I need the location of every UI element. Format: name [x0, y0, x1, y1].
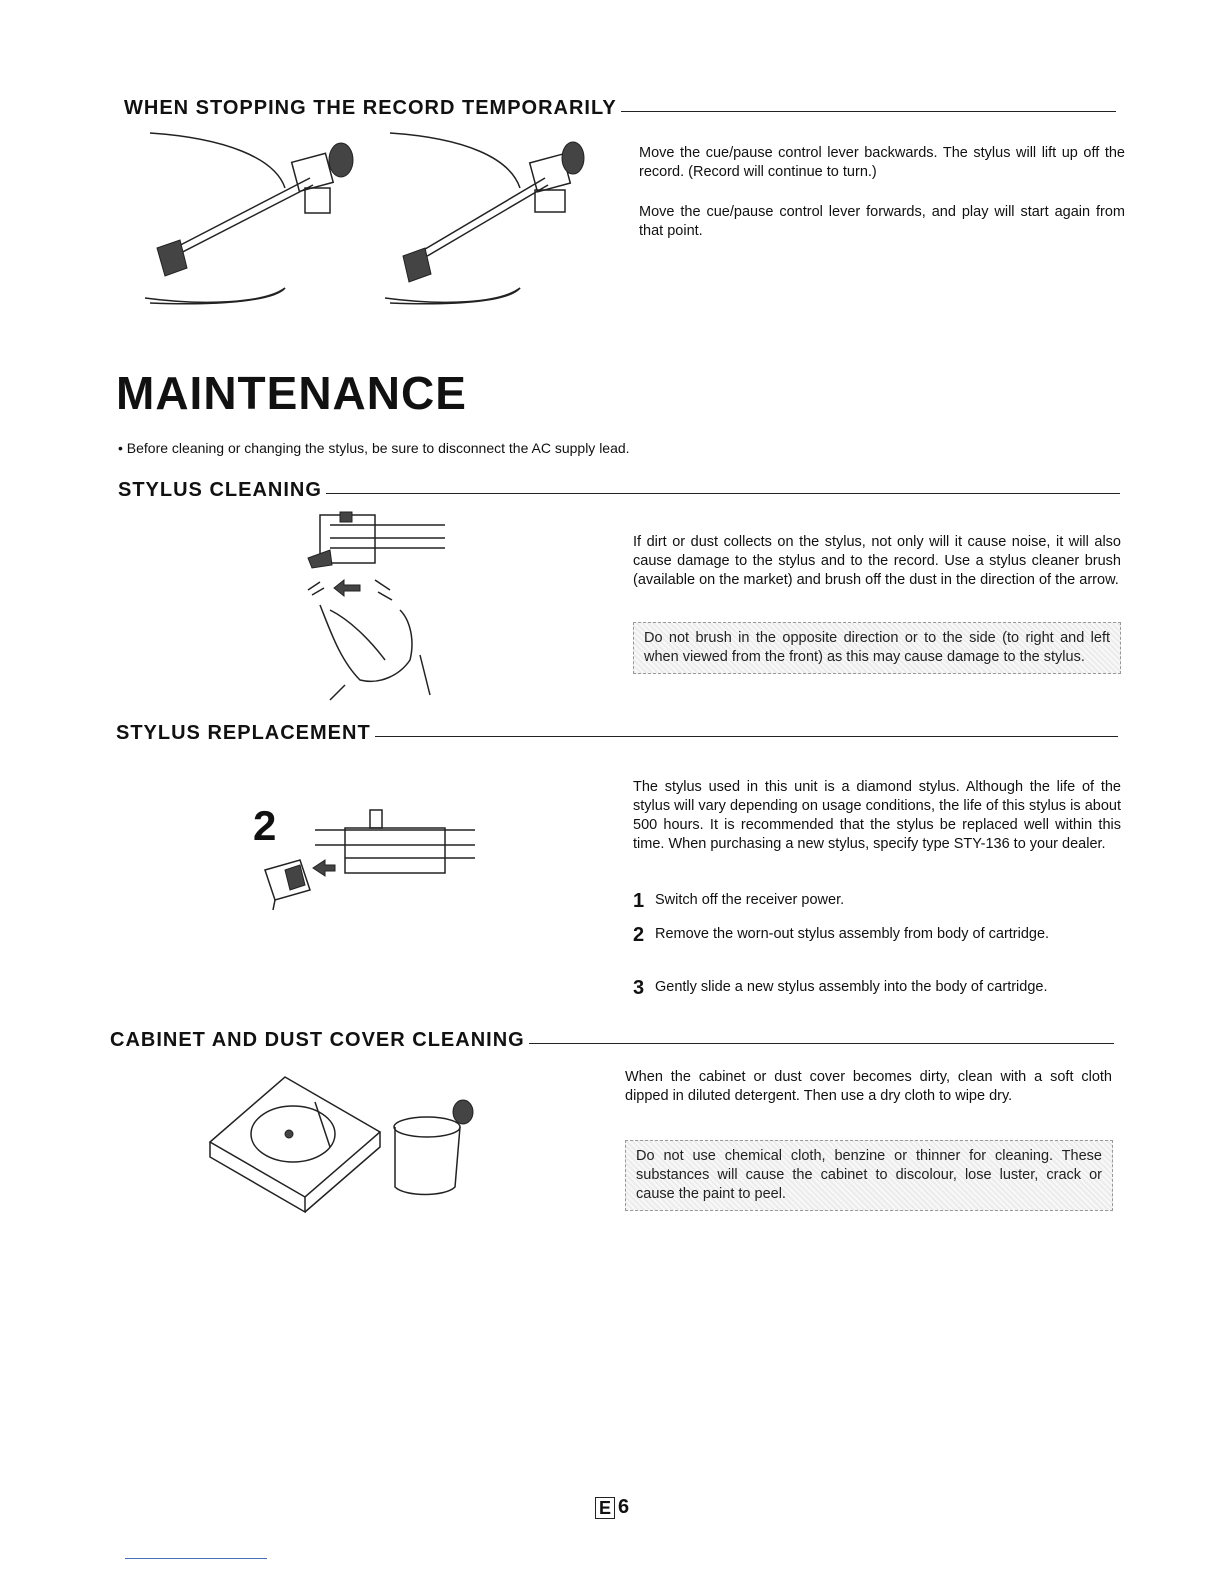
- step-3: 3 Gently slide a new stylus assembly into the body of cartridge.: [633, 977, 1048, 999]
- cabinet-cleaning-para: When the cabinet or dust cover becomes dirty, clean with a soft cloth dipped in diluted detergent. Then use a dry cloth to wipe dry.: [625, 1069, 1112, 1104]
- turntable-arm-illustration-2: [385, 128, 595, 318]
- cabinet-cleaning-caution: Do not use chemical cloth, benzine or thinner for cleaning. These substances will cause the cabinet to discolour, lose luster, crack or cause the paint to peel.: [625, 1140, 1113, 1211]
- heading-cabinet-cleaning: [110, 1029, 1114, 1052]
- stylus-cleaning-caution: Do not brush in the opposite direction or to the side (to right and left when viewed from the front) as this may cause damage to the stylus.: [633, 622, 1121, 674]
- stylus-cleaning-illustration: [300, 510, 460, 700]
- turntable-cabinet-illustration: [205, 1072, 485, 1207]
- maintenance-warning: • Before cleaning or changing the stylus, be sure to disconnect the AC supply lead.: [118, 440, 630, 456]
- step-2: 2 Remove the worn-out stylus assembly from body of cartridge.: [633, 924, 1050, 946]
- heading-cabinet-cleaning-text: CABINET AND DUST COVER CLEANING: [110, 1029, 525, 1051]
- heading-temp-stop: [124, 97, 1116, 120]
- page-number-value: 6: [618, 1496, 630, 1518]
- heading-stylus-replacement: [116, 722, 1118, 745]
- heading-rule: [529, 1043, 1114, 1044]
- turntable-arm-illustration-1: [145, 128, 365, 318]
- stylus-cleaning-para: If dirt or dust collects on the stylus, not only will it cause noise, it will also cause damage to the stylus and to the record. Use a stylus cleaner brush (available on the market) and brush off the dust in the direction of the arrow.: [633, 534, 1121, 588]
- heading-stylus-replacement-text: STYLUS REPLACEMENT: [116, 722, 371, 744]
- heading-stylus-cleaning-text: STYLUS CLEANING: [118, 479, 322, 501]
- footer-divider: [125, 1558, 267, 1559]
- heading-rule: [375, 736, 1118, 737]
- figure-number: 2: [253, 802, 277, 849]
- step-1: 1 Switch off the receiver power.: [633, 890, 845, 912]
- heading-temp-stop-text: WHEN STOPPING THE RECORD TEMPORARILY: [124, 97, 617, 119]
- stylus-replacement-illustration: [255, 810, 480, 920]
- heading-rule: [326, 493, 1120, 494]
- page-title: MAINTENANCE: [116, 367, 467, 419]
- heading-rule: [621, 111, 1116, 112]
- temp-stop-para-1: Move the cue/pause control lever backwards. The stylus will lift up off the record. (Record will continue to turn.): [639, 145, 1125, 180]
- page-number: [595, 1496, 629, 1519]
- page-letter-box: E: [595, 1497, 615, 1519]
- stylus-replacement-para: The stylus used in this unit is a diamond stylus. Although the life of the stylus will vary depending on usage conditions, the life of this stylus is about 500 hours. It is recommended that the stylus be replaced well within this time. When purchasing a new stylus, specify type STY-136 to your dealer.: [633, 779, 1121, 852]
- temp-stop-para-2: Move the cue/pause control lever forwards, and play will start again from that point.: [639, 204, 1125, 239]
- heading-stylus-cleaning: [118, 479, 1120, 502]
